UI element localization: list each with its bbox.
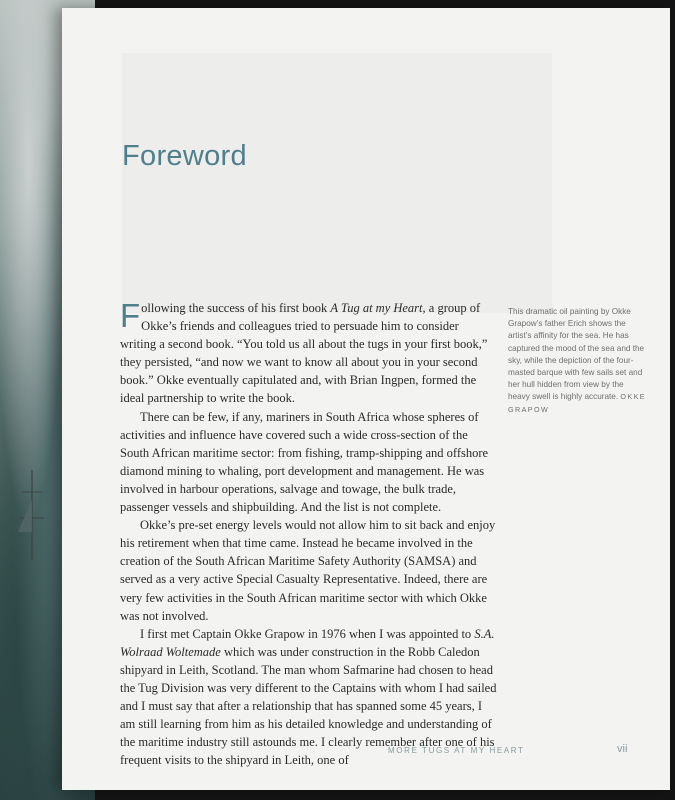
page-shading (122, 53, 552, 313)
running-footer-title: MORE TUGS AT MY HEART (388, 746, 525, 755)
paragraph-3: Okke’s pre-set energy levels would not allow him to sit back and enjoy his retirement when that time came. Instead he became involved in the creation of the South African Maritime Safety Authority (SAMSA) and served as a very active Special Casualty Representative. Indeed, there are very few activities in the South African maritime sector with which Okke was not involved. (120, 518, 496, 623)
caption-text: This dramatic oil painting by Okke Grapow’s father Erich shows the artist’s affinity for the sea. He has captured the mood of the sea and the sky, while the depiction of the four-masted barque with few sails set and her hull hidden from view by the heavy swell is highly accurate. (508, 307, 645, 402)
caption-credit: OKKE GRAPOW (508, 392, 646, 414)
paragraph-1: Following the success of his first book A Tug at my Heart, a group of Okke’s friends and colleagues tried to persuade him to consider writing a second book. “You told us all about the tugs in your first book,” they persisted, “and now we want to know all about you in your second book.” Okke eventually capitulated and, with Brian Ingpen, formed the ideal partnership to write the book. (120, 297, 488, 406)
page-number: vii (617, 743, 628, 755)
book-page (62, 8, 670, 790)
drop-cap: F (120, 297, 141, 334)
paragraph-4: I first met Captain Okke Grapow in 1976 when I was appointed to S.A. Wolraad Woltemade which was under construction in the Robb Caledon shipyard in Leith, Scotland. The man whom Safmarine had chosen to head the Tug Division was very different to the Captains with whom I had sailed and I must say that after a relationship that has spanned some 45 years, I am still learning from him as his detailed knowledge and understanding of the maritime industry still astounds me. I clearly remember after one of his frequent visits to the shipyard in Leith, one of (120, 626, 497, 768)
ship-mast-icon (10, 470, 50, 560)
image-caption (508, 306, 646, 416)
foreword-body (120, 299, 498, 769)
page-title: Foreword (122, 140, 247, 172)
paragraph-2: There can be few, if any, mariners in South Africa whose spheres of activities and influence have covered such a wide cross-section of the South African maritime sector: from fishing, tramp-shipping and offshore diamond mining to whaling, port development and management. He was involved in harbour operations, salvage and towage, the bulk trade, passenger vessels and shipbuilding. And the list is not complete. (120, 409, 489, 515)
